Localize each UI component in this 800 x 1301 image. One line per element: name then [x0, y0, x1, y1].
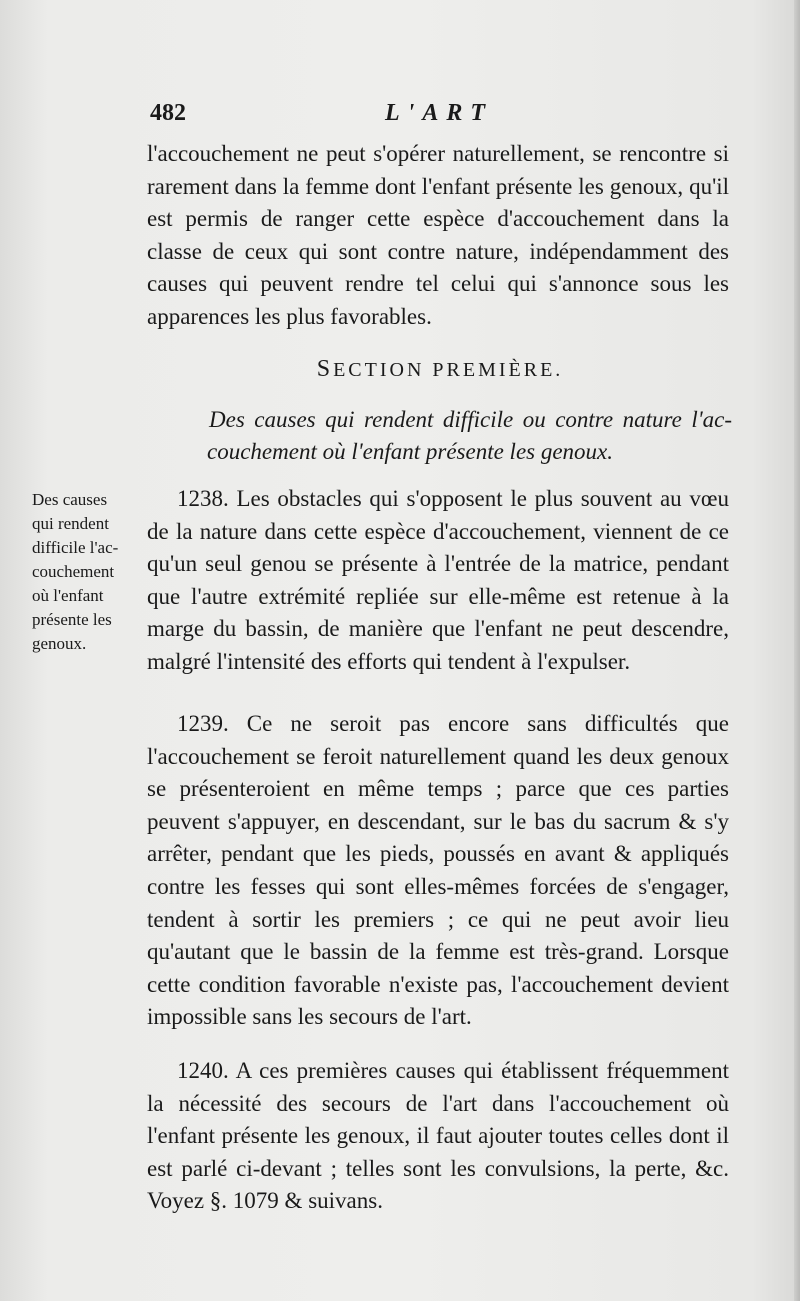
margin-note-line: où l'enfant [32, 586, 104, 605]
intro-paragraph [147, 138, 729, 334]
paragraph-1238-text: 1238. Les obstacles qui s'opposent le plus souvent au vœu de la nature dans cette espèce d'accouchement, viennent de ce qu'un seul genou se présente à l'entrée de la matrice, pendant que l'autre extrémité repliée sur elle-même est retenue à la marge du bassin, de manière que l'enfant ne peut descendre, malgré l'intensité des efforts qui tendent à l'expulser. [147, 486, 729, 674]
paragraph-1240-text: 1240. A ces premières causes qui établissent fréquemment la nécessité des secours de l'art dans l'accouchement où l'enfant présente les genoux, il faut ajouter toutes celles dont il est parlé ci-devant ; telles sont les convulsions, la perte, &c. Voyez §. 1079 & suivans. [147, 1058, 729, 1214]
margin-note-line: qui rendent [32, 514, 109, 533]
margin-note-line: genoux. [32, 634, 87, 653]
paragraph-1238 [147, 483, 729, 679]
section-heading [150, 356, 730, 383]
section-subtitle [147, 404, 732, 468]
margin-note-line: couchement [32, 562, 115, 581]
page-edge-shadow [794, 0, 800, 1301]
section-heading-cap: S [316, 356, 334, 382]
paragraph-1239-text: 1239. Ce ne seroit pas encore sans difficultés que l'accouchement se feroit naturellement quand les deux genoux se présenteroient en même temps ; parce que ces parties peuvent s'appuyer, en descendant, sur le bas du sacrum & s'y arrêter, pendant que les pieds, poussés en avant & appliqués contre les fesses qui sont elles-mêmes forcées de s'engager, tendent à sortir les premiers ; ce qui ne peut avoir lieu qu'autant que le bassin de la femme est très-grand. Lorsque cette condition favorable n'existe pas, l'accouchement devient impossible sans les secours de l'art. [147, 711, 729, 1030]
margin-note [32, 488, 150, 656]
section-heading-rest: ECTION PREMIÈRE. [333, 359, 564, 381]
page-header [150, 100, 730, 130]
intro-text: l'accouchement ne peut s'opérer naturellement, se rencontre si rarement dans la femme dont l'enfant présente les genoux, qu'il est permis de ranger cette espèce d'accouchement dans la classe de ceux qui sont contre nature, indépendamment des causes qui peuvent rendre tel celui qui s'annonce sous les apparences les plus favorables. [147, 141, 729, 329]
paragraph-1239 [147, 708, 729, 1034]
margin-note-line: difficile l'ac- [32, 538, 119, 557]
paragraph-1240 [147, 1055, 729, 1218]
margin-note-line: présente les [32, 610, 112, 629]
running-title: L'ART [385, 100, 494, 126]
section-subtitle-line-1: Des causes qui rendent difficile ou contre nature l'ac- [209, 407, 732, 432]
page-number: 482 [150, 100, 186, 126]
section-subtitle-line-2: couchement où l'enfant présente les genoux. [207, 439, 614, 464]
margin-note-line: Des causes [32, 490, 108, 509]
